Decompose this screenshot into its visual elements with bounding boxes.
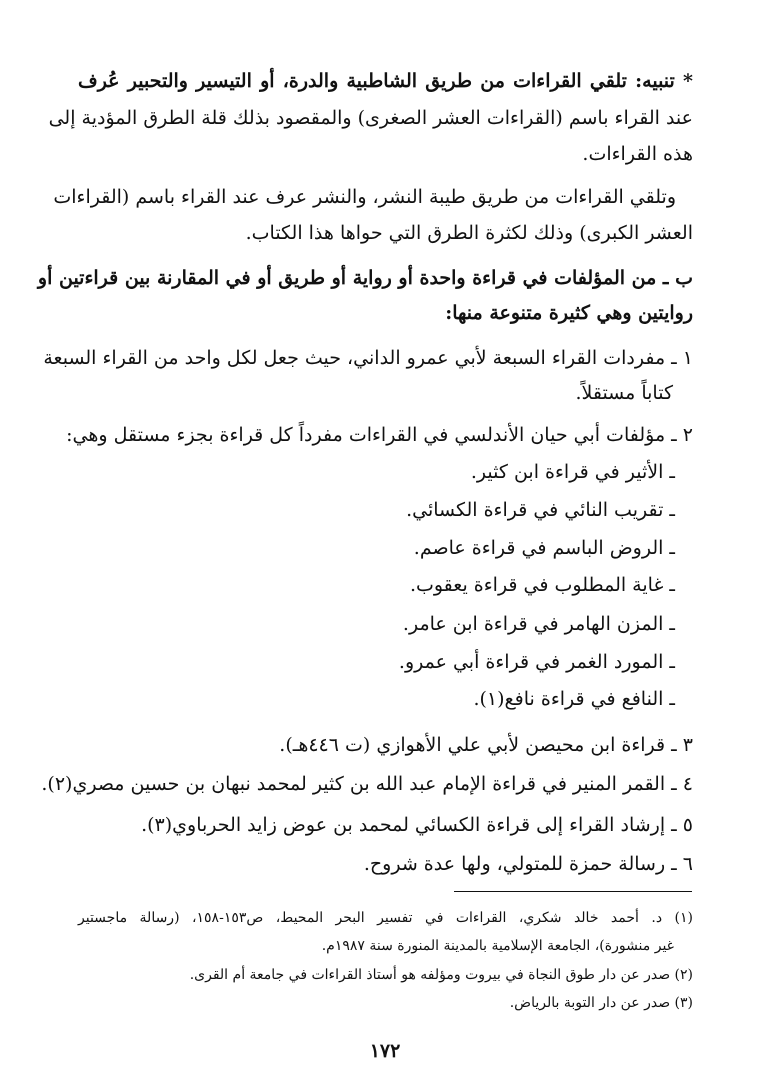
- item-6: ٦ ـ رسالة حمزة للمتولي، ولها عدة شروح.: [363, 853, 693, 875]
- page-number: ١٧٢: [369, 1040, 401, 1062]
- item-4: ٤ ـ القمر المنير في قراءة الإمام عبد الله بن كثير لمحمد نبهان بن حسين مصري(٢).: [41, 773, 693, 795]
- section-b-line-2: روايتين وهي كثيرة متنوعة منها:: [445, 302, 693, 324]
- sub-item: ـ غاية المطلوب في قراءة يعقوب.: [409, 574, 675, 596]
- item-1-line-1: ١ ـ مفردات القراء السبعة لأبي عمرو الداني، حيث جعل لكل واحد من القراء السبعة: [43, 347, 693, 369]
- note-line-3: هذه القراءات.: [582, 143, 693, 165]
- item-5: ٥ ـ إرشاد القراء إلى قراءة الكسائي لمحمد بن عوض زايد الحرباوي(٣).: [141, 814, 693, 836]
- para2-line-2: العشر الكبرى) وذلك لكثرة الطرق التي حواها هذا الكتاب.: [245, 222, 693, 244]
- footnote-1-line-2: غير منشورة)، الجامعة الإسلامية بالمدينة المنورة سنة ١٩٨٧م.: [321, 938, 674, 954]
- sub-item: ـ الروض الباسم في قراءة عاصم.: [413, 537, 675, 559]
- sub-item: ـ الأثير في قراءة ابن كثير.: [470, 461, 675, 483]
- footnote-2: (٢) صدر عن دار طوق النجاة في بيروت ومؤلفه هو أستاذ القراءات في جامعة أم القرى.: [189, 967, 693, 983]
- note-line-2: عند القراء باسم (القراءات العشر الصغرى) والمقصود بذلك قلة الطرق المؤدية إلى: [48, 107, 693, 129]
- section-b-line-1: ب ـ من المؤلفات في قراءة واحدة أو رواية أو طريق أو في المقارنة بين قراءتين أو: [37, 267, 693, 289]
- sub-item: ـ المزن الهامر في قراءة ابن عامر.: [402, 613, 675, 635]
- footnote-1-line-1: (١) د. أحمد خالد شكري، القراءات في تفسير البحر المحيط، ص١٥٣-١٥٨، (رسالة ماجستير: [78, 910, 693, 926]
- footnote-separator: [454, 891, 692, 892]
- sub-item: ـ تقريب النائي في قراءة الكسائي.: [406, 499, 675, 521]
- item-2-line-1: ٢ ـ مؤلفات أبي حيان الأندلسي في القراءات مفرداً كل قراءة بجزء مستقل وهي:: [66, 424, 693, 446]
- sub-item: ـ النافع في قراءة نافع(١).: [473, 688, 675, 710]
- note-line-1: * تنبيه: تلقي القراءات من طريق الشاطبية والدرة، أو التيسير والتحبير عُرف: [78, 70, 693, 92]
- footnote-3: (٣) صدر عن دار التوبة بالرياض.: [509, 995, 693, 1011]
- para2-line-1: وتلقي القراءات من طريق طيبة النشر، والنشر عرف عند القراء باسم (القراءات: [53, 186, 676, 208]
- item-1-line-2: كتاباً مستقلاً.: [575, 382, 673, 404]
- item-3: ٣ ـ قراءة ابن محيصن لأبي علي الأهوازي (ت ٤٤٦هـ).: [279, 734, 693, 756]
- sub-item: ـ المورد الغمر في قراءة أبي عمرو.: [398, 651, 675, 673]
